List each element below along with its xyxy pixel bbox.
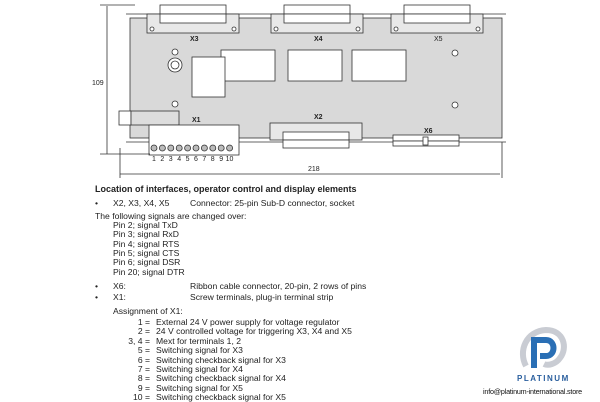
logo-name: PLATINUM bbox=[517, 374, 570, 383]
terminal-screw bbox=[151, 145, 157, 151]
height-dimension: 109 bbox=[92, 80, 104, 87]
terminal-description: Switching checkback signal for X5 bbox=[156, 392, 286, 402]
signal-item: Pin 2; signal TxD bbox=[113, 220, 178, 230]
terminal-number: 8 = bbox=[137, 373, 150, 384]
terminal-number: 2 bbox=[160, 156, 165, 163]
label-x1: X1 bbox=[192, 117, 201, 124]
terminal-description: Switching checkback signal for X4 bbox=[156, 373, 286, 384]
bullet: • bbox=[95, 198, 99, 208]
board-drawing bbox=[0, 0, 600, 182]
label-x5: X5 bbox=[434, 36, 443, 43]
terminal-number: 10 = bbox=[133, 392, 150, 402]
label-x6: X6 bbox=[424, 128, 433, 135]
label-x3: X3 bbox=[190, 36, 199, 43]
terminal-description: Switching signal for X4 bbox=[156, 364, 243, 374]
subd-connector bbox=[404, 5, 470, 14]
terminal-number: 8 bbox=[210, 156, 215, 163]
signals-intro: The following signals are changed over: bbox=[95, 211, 247, 221]
terminal-description: Mext for terminals 1, 2 bbox=[156, 335, 242, 346]
label-x2: X2 bbox=[314, 114, 323, 121]
ic-chip bbox=[192, 57, 225, 97]
x2-label: X2, X3, X4, X5 bbox=[113, 198, 170, 208]
x6-desc: Ribbon cable connector, 20-pin, 2 rows of pins bbox=[190, 281, 367, 291]
terminal-number: 5 = bbox=[137, 345, 150, 356]
terminal-number: 6 bbox=[194, 156, 198, 163]
terminal-number: 1 = bbox=[137, 317, 150, 327]
terminal-number: 5 bbox=[185, 156, 190, 163]
signal-item: Pin 3; signal RxD bbox=[113, 229, 179, 240]
terminal-number: 9 = bbox=[137, 382, 150, 393]
terminal-screw bbox=[193, 145, 199, 151]
terminal-screw bbox=[218, 145, 224, 151]
assignment-title: Assignment of X1: bbox=[113, 306, 183, 316]
terminal-description: External 24 V power supply for voltage regulator bbox=[156, 317, 340, 327]
terminal-screw bbox=[159, 145, 165, 151]
terminal-number: 7 bbox=[202, 156, 207, 163]
terminal-number: 3, 4 = bbox=[128, 335, 150, 346]
signal-item: Pin 6; signal DSR bbox=[113, 257, 181, 268]
terminal-number: 6 = bbox=[137, 354, 150, 365]
terminal-screw bbox=[210, 145, 216, 151]
terminal-description: Switching signal for X5 bbox=[156, 382, 243, 393]
bullet: • bbox=[95, 292, 99, 302]
logo-email: info@platinum-international.store bbox=[483, 387, 582, 396]
terminal-description: 24 V controlled voltage for triggering X3, X4 and X5 bbox=[156, 326, 352, 337]
signal-item: Pin 20; signal DTR bbox=[113, 266, 185, 277]
terminal-number: 4 bbox=[177, 156, 182, 163]
terminal-number: 9 bbox=[219, 156, 224, 163]
terminal-screw bbox=[201, 145, 207, 151]
x2-desc: Connector: 25-pin Sub-D connector, socket bbox=[190, 198, 355, 208]
terminal-number: 1 bbox=[152, 156, 156, 163]
terminal-number: 7 = bbox=[137, 364, 150, 374]
terminal-number: 10 bbox=[225, 156, 234, 163]
subd-connector bbox=[160, 5, 226, 14]
terminal-screw bbox=[227, 145, 233, 151]
platinum-logo-icon bbox=[518, 326, 568, 372]
label-x4: X4 bbox=[314, 36, 323, 43]
x1-label: X1: bbox=[113, 292, 126, 302]
subd-connector bbox=[284, 5, 350, 14]
terminal-screw bbox=[176, 145, 182, 151]
x6-label: X6: bbox=[113, 281, 126, 291]
terminal-number: 2 = bbox=[137, 326, 150, 337]
signal-item: Pin 4; signal RTS bbox=[113, 238, 180, 249]
terminal-number: 3 bbox=[168, 156, 173, 163]
x1-desc: Screw terminals, plug-in terminal strip bbox=[190, 292, 334, 302]
terminal-description: Switching signal for X3 bbox=[156, 345, 243, 356]
signal-item: Pin 5; signal CTS bbox=[113, 247, 180, 258]
bullet: • bbox=[95, 281, 99, 291]
terminal-screw bbox=[185, 145, 191, 151]
terminal-description: Switching checkback signal for X3 bbox=[156, 354, 286, 365]
terminal-screw bbox=[168, 145, 174, 151]
section-heading: Location of interfaces, operator control and display elements bbox=[95, 184, 357, 194]
width-dimension: 218 bbox=[308, 166, 320, 173]
